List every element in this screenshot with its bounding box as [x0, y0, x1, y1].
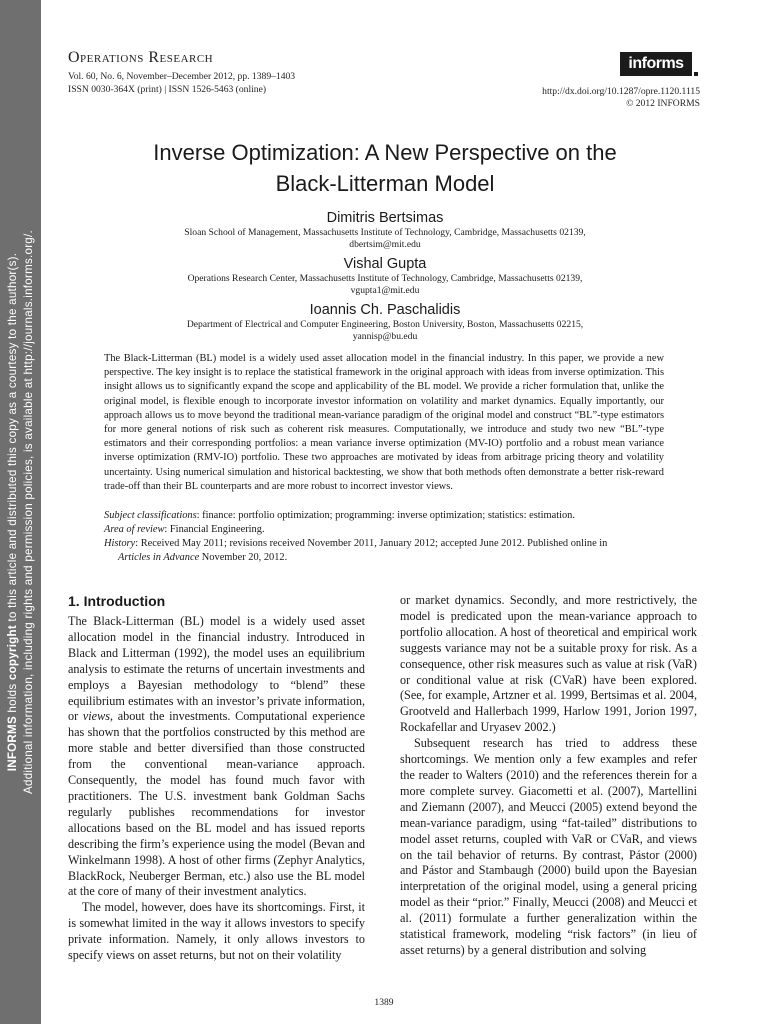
paragraph: The Black-Litterman (BL) model is a widely used asset allocation model in the financial industry. Introduced in Black and Litterman (1992), the model uses an equilibrium analysis to estimate the returns of uncertain investments and employs a Bayesian methodology to “blend” these equilibrium estimates with an investor’s private information, or views, about the investments. Computational experience has shown that the portfolios constructed by this method are more stable and better diversified than those constructed from the conventional mean-variance approach. Consequently, the model has found much favor with practitioners. The U.S. investment bank Goldman Sachs regularly publishes recommendations for investor allocations based on the BL model and has issued reports describing the firm’s experience using the model (Bevan and Winkelmann 1998). A host of other firms (Zephyr Analytics, BlackRock, Neuberger Berman, etc.) also use the BL model at the core of many of their investment analytics.	[68, 614, 366, 899]
author-name: Vishal Gupta	[343, 256, 427, 272]
section-heading	[68, 592, 365, 610]
logo-dot	[694, 72, 698, 76]
journal-name: Operations Research	[68, 49, 214, 66]
journal-meta	[68, 70, 295, 96]
paragraph: or market dynamics. Secondly, and more restrictively, the model is predicated upon the mean-variance approach to portfolio allocation. A host of theoretical and empirical work suggests variance may not be a suitable proxy for risk. As a consequence, other risk measures such as value at risk (VaR) or conditional value at risk (CVaR) have been explored. (See, for example, Artzner et al. 1999, Bertsimas et al. 2004, Grootveld and Hallerbach 1999, Harlow 1991, Jorion 1997, Rockafellar and Uryasev 2002.)	[400, 593, 697, 735]
copyright-line-1: INFORMS holds copyright to this article and distributed this copy as a courtesy to the author(s).	[6, 252, 19, 772]
body-left-column	[68, 592, 365, 964]
area-label: Area of review	[104, 524, 165, 535]
doi-block	[542, 86, 700, 110]
paragraph: Subsequent research has tried to address these shortcomings. We mention only a few examples and refer the reader to Walters (2010) and the references therein for a more complete survey. Giacometti et al. (2007), Martellini and Ziemann (2007), and Meucci (2005) extend beyond the mean-variance paradigm, using “fat-tailed” distributions to model asset returns, coupled with VaR or CVaR, and views on the tail behavior of returns. By contrast, Pástor (2000) and Pástor and Stambaugh (2000) build upon the Bayesian interpretation of the original model, using a general pricing model as their “prior.” Finally, Meucci (2008) and Meucci et al. (2011) formulate a further generalization within the statistical framework, modeling “risk factors” (in lieu of asset returns) by a general distribution and solving	[400, 736, 697, 957]
history: History: Received May 2011; revisions received November 2011, January 2012; accepted June 2012. Published online in Articles in Advance November 20, 2012.	[104, 538, 608, 563]
author-email[interactable]: yannisp@bu.edu	[352, 331, 418, 342]
abstract: The Black-Litterman (BL) model is a widely used asset allocation model in the financial industry. In this paper, we provide a new perspective. The key insight is to replace the statistical framework in the original approach with ideas from inverse optimization. This insight allows us to significantly expand the scope and applicability of the BL model. We provide a richer formulation that, unlike the original model, is flexible enough to incorporate investor information on volatility and market dynamics. Equally importantly, our approach allows us to move beyond the traditional mean-variance paradigm of the original model and construct “BL”-type estimators for more general notions of risk such as coherent risk measures. Computationally, we introduce and study two new “BL”-type estimators and their corresponding portfolios: a mean variance inverse optimization (MV-IO) portfolio and a robust mean variance inverse optimization (RMV-IO) portfolio. These two approaches are motivated by ideas from arbitrage pricing theory and volatility uncertainty. Using numerical simulation and historical backtesting, we show that both methods often demonstrate a better risk-reward trade-off than their BL counterparts and are more robust to incorrect investor views.	[104, 353, 664, 492]
area-of-review: Area of review: Financial Engineering.	[104, 524, 265, 535]
area-value: Financial Engineering.	[169, 524, 265, 535]
copyright-line-2: Additional information, including rights and permission policies, is available at http://journals.informs.org/.	[22, 230, 35, 794]
author-affiliation: Sloan School of Management, Massachusetts Institute of Technology, Cambridge, Massachusetts 02139,	[184, 227, 586, 238]
paper-title: Inverse Optimization: A New Perspective on the Black-Litterman Model	[153, 140, 617, 196]
author-block-2	[70, 255, 700, 297]
copyright-notice	[5, 230, 37, 794]
page-number: 1389	[374, 997, 394, 1008]
subject-label: Subject classifications	[104, 510, 197, 521]
informs-logo: informs	[620, 52, 692, 76]
volume-line: Vol. 60, No. 6, November–December 2012, pp. 1389–1403	[68, 71, 296, 82]
author-block-3	[70, 301, 700, 343]
copyright-sidebar	[0, 0, 41, 1024]
author-affiliation: Department of Electrical and Computer Engineering, Boston University, Boston, Massachusetts 02215,	[186, 319, 584, 330]
section-title: Introduction	[83, 593, 166, 609]
informs-brand: INFORMS	[6, 716, 19, 772]
author-affiliation: Operations Research Center, Massachusetts Institute of Technology, Cambridge, Massachusetts 02139,	[187, 273, 583, 284]
section-number: 1.	[68, 593, 80, 609]
copyright-word: copyright	[6, 625, 19, 681]
author-email[interactable]: vgupta1@mit.edu	[350, 285, 420, 296]
issn-line: ISSN 0030-364X (print) | ISSN 1526-5463 (online)	[68, 84, 267, 95]
history-date: November 20, 2012.	[201, 552, 288, 563]
history-value: Received May 2011; revisions received November 2011, January 2012; accepted June 2012. Published online in	[140, 538, 608, 549]
author-block-1	[70, 209, 700, 251]
subject-classifications: Subject classifications: finance: portfolio optimization; programming: inverse optimization; statistics: estimation.	[104, 510, 575, 521]
subject-value: finance: portfolio optimization; programming: inverse optimization; statistics: estimation.	[202, 510, 575, 521]
copyright-line: © 2012 INFORMS	[626, 98, 700, 109]
articles-in-advance: Articles in Advance	[118, 552, 200, 563]
paragraph: The model, however, does have its shortcomings. First, it is somewhat limited in the way it allows investors to specify private information. Namely, it only allows investors to specify views on asset returns, but not on their volatility	[68, 900, 365, 963]
author-name: Ioannis Ch. Paschalidis	[309, 302, 461, 318]
doi-link[interactable]: http://dx.doi.org/10.1287/opre.1120.1115	[542, 86, 700, 97]
author-name: Dimitris Bertsimas	[326, 210, 444, 226]
history-label: History	[104, 538, 136, 549]
body-right-column	[400, 593, 697, 959]
author-email[interactable]: dbertsim@mit.edu	[349, 239, 421, 250]
